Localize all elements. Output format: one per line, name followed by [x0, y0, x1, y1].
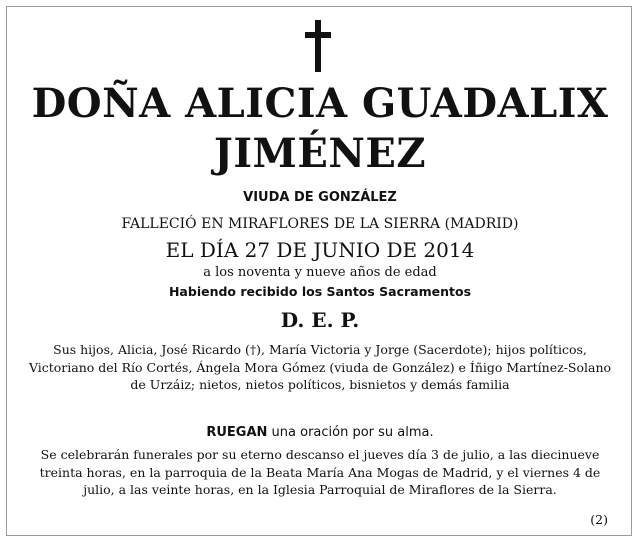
place-of-death: FALLECIÓ EN MIRAFLORES DE LA SIERRA (MADRID): [121, 216, 519, 232]
cross-icon: [305, 20, 331, 72]
funerals-paragraph: Se celebrarán funerales por su eterno descanso el jueves día 3 de julio, a las diecinueve treinta horas, en la parroquia de la Beata María Ana Mogas de Madrid, y el viernes 4 de julio, a las veinte horas, en la Iglesia Parroquial de Miraflores de la Sierra.: [39, 447, 601, 497]
date-of-death: EL DÍA 27 DE JUNIO DE 2014: [165, 238, 475, 262]
deceased-name-line-2: JIMÉNEZ: [213, 130, 427, 177]
dep-line: D. E. P.: [280, 308, 360, 332]
prayer-request: [0, 424, 640, 442]
sacraments-line: Habiendo recibido los Santos Sacramentos: [168, 284, 472, 299]
reference-number: (2): [590, 512, 608, 527]
prayer-request-rest: una oración por su alma.: [267, 425, 434, 440]
prayer-request-bold: RUEGAN: [206, 425, 268, 440]
family-paragraph: Sus hijos, Alicia, José Ricardo (†), María Victoria y Jorge (Sacerdote); hijos políticos, Victoriano del Río Cortés, Ángela Mora Gómez (viuda de González) e Íñigo Martínez-Solano de Urzáiz; nietos, nietos políticos, bisnietos y demás familia: [28, 342, 612, 392]
widow-of: VIUDA DE GONZÁLEZ: [243, 190, 397, 205]
deceased-name-line-1: DOÑA ALICIA GUADALIX: [31, 80, 609, 127]
age-at-death: a los noventa y nueve años de edad: [203, 265, 437, 280]
